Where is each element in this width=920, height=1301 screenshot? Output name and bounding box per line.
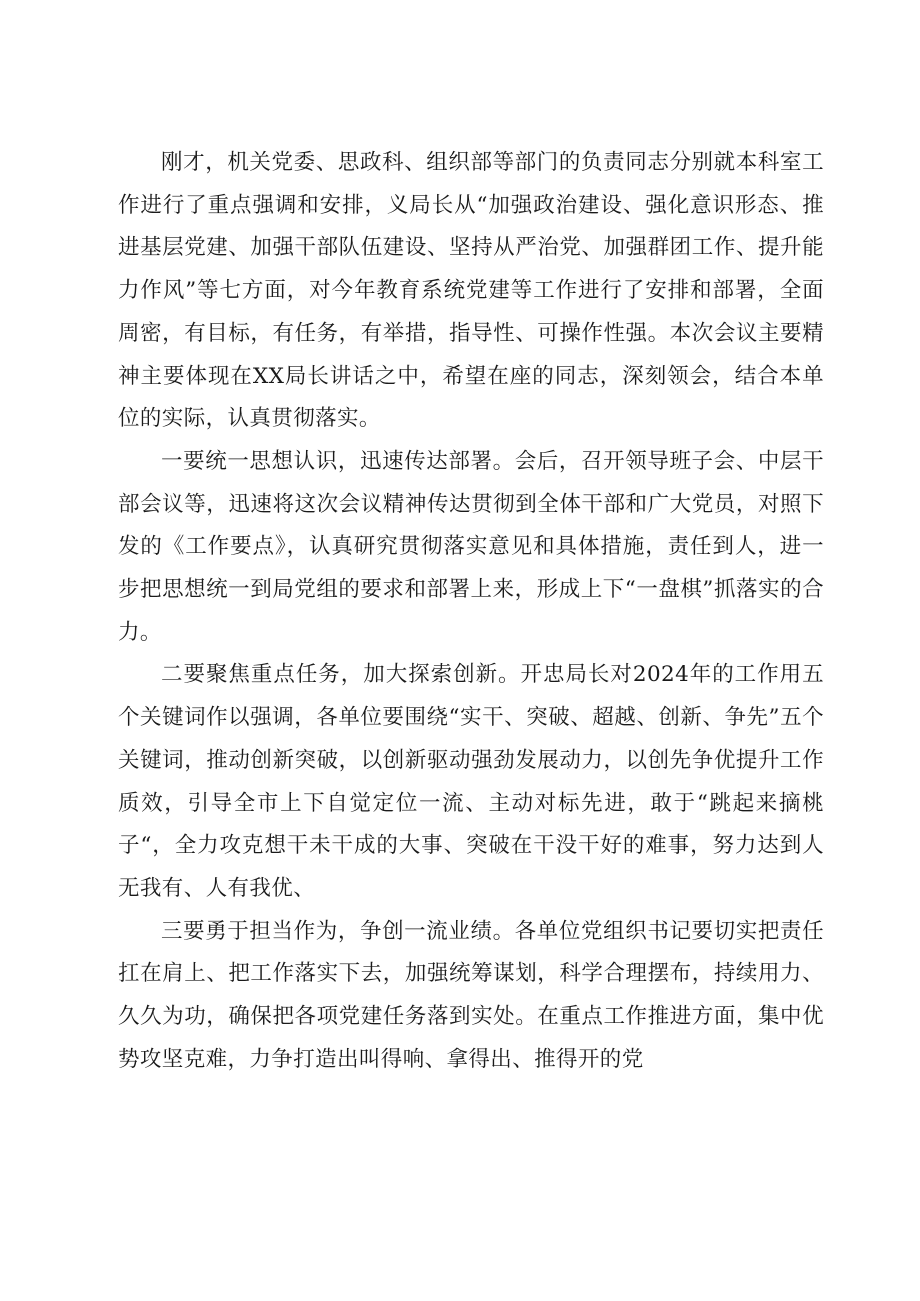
paragraph-intro: 刚才，机关党委、思政科、组织部等部门的负责同志分别就本科室工作进行了重点强调和安排，义局长从“加强政治建设、强化意识形态、推进基层党建、加强干部队伍建设、坚持从严治党、加强群团工作、提升能力作风”等七方面，对今年教育系统党建等工作进行了安排和部署，全面周密，有目标，有任务，有举措，指导性、可操作性强。本次会议主要精神主要体现在XX局长讲话之中，希望在座的同志，深刻领会，结合本单位的实际，认真贯彻落实。 bbox=[118, 150, 824, 432]
paragraph-point-three: 三要勇于担当作为，争创一流业绩。各单位党组织书记要切实把责任扛在肩上、把工作落实下去，加强统筹谋划，科学合理摆布，持续用力、久久为功，确保把各项党建任务落到实处。在重点工作推进方面，集中优势攻坚克难，力争打造出叫得响、拿得出、推得开的党 bbox=[118, 918, 824, 1072]
paragraph-point-two: 二要聚焦重点任务，加大探索创新。开忠局长对2024年的工作用五个关键词作以强调，各单位要围绕“实干、突破、超越、创新、争先”五个关键词，推动创新突破，以创新驱动强劲发展动力，以创先争优提升工作质效，引导全市上下自觉定位一流、主动对标先进，敢于“跳起来摘桃子“，全力攻克想干未干成的大事、突破在干没干好的难事，努力达到人无我有、人有我优、 bbox=[118, 662, 824, 901]
document-body bbox=[118, 142, 824, 1081]
paragraph-point-one: 一要统一思想认识，迅速传达部署。会后，召开领导班子会、中层干部会议等，迅速将这次会议精神传达贯彻到全体干部和广大党员，对照下发的《工作要点》，认真研究贯彻落实意见和具体措施，责任到人，进一步把思想统一到局党组的要求和部署上来，形成上下“一盘棋”抓落实的合力。 bbox=[118, 448, 824, 645]
